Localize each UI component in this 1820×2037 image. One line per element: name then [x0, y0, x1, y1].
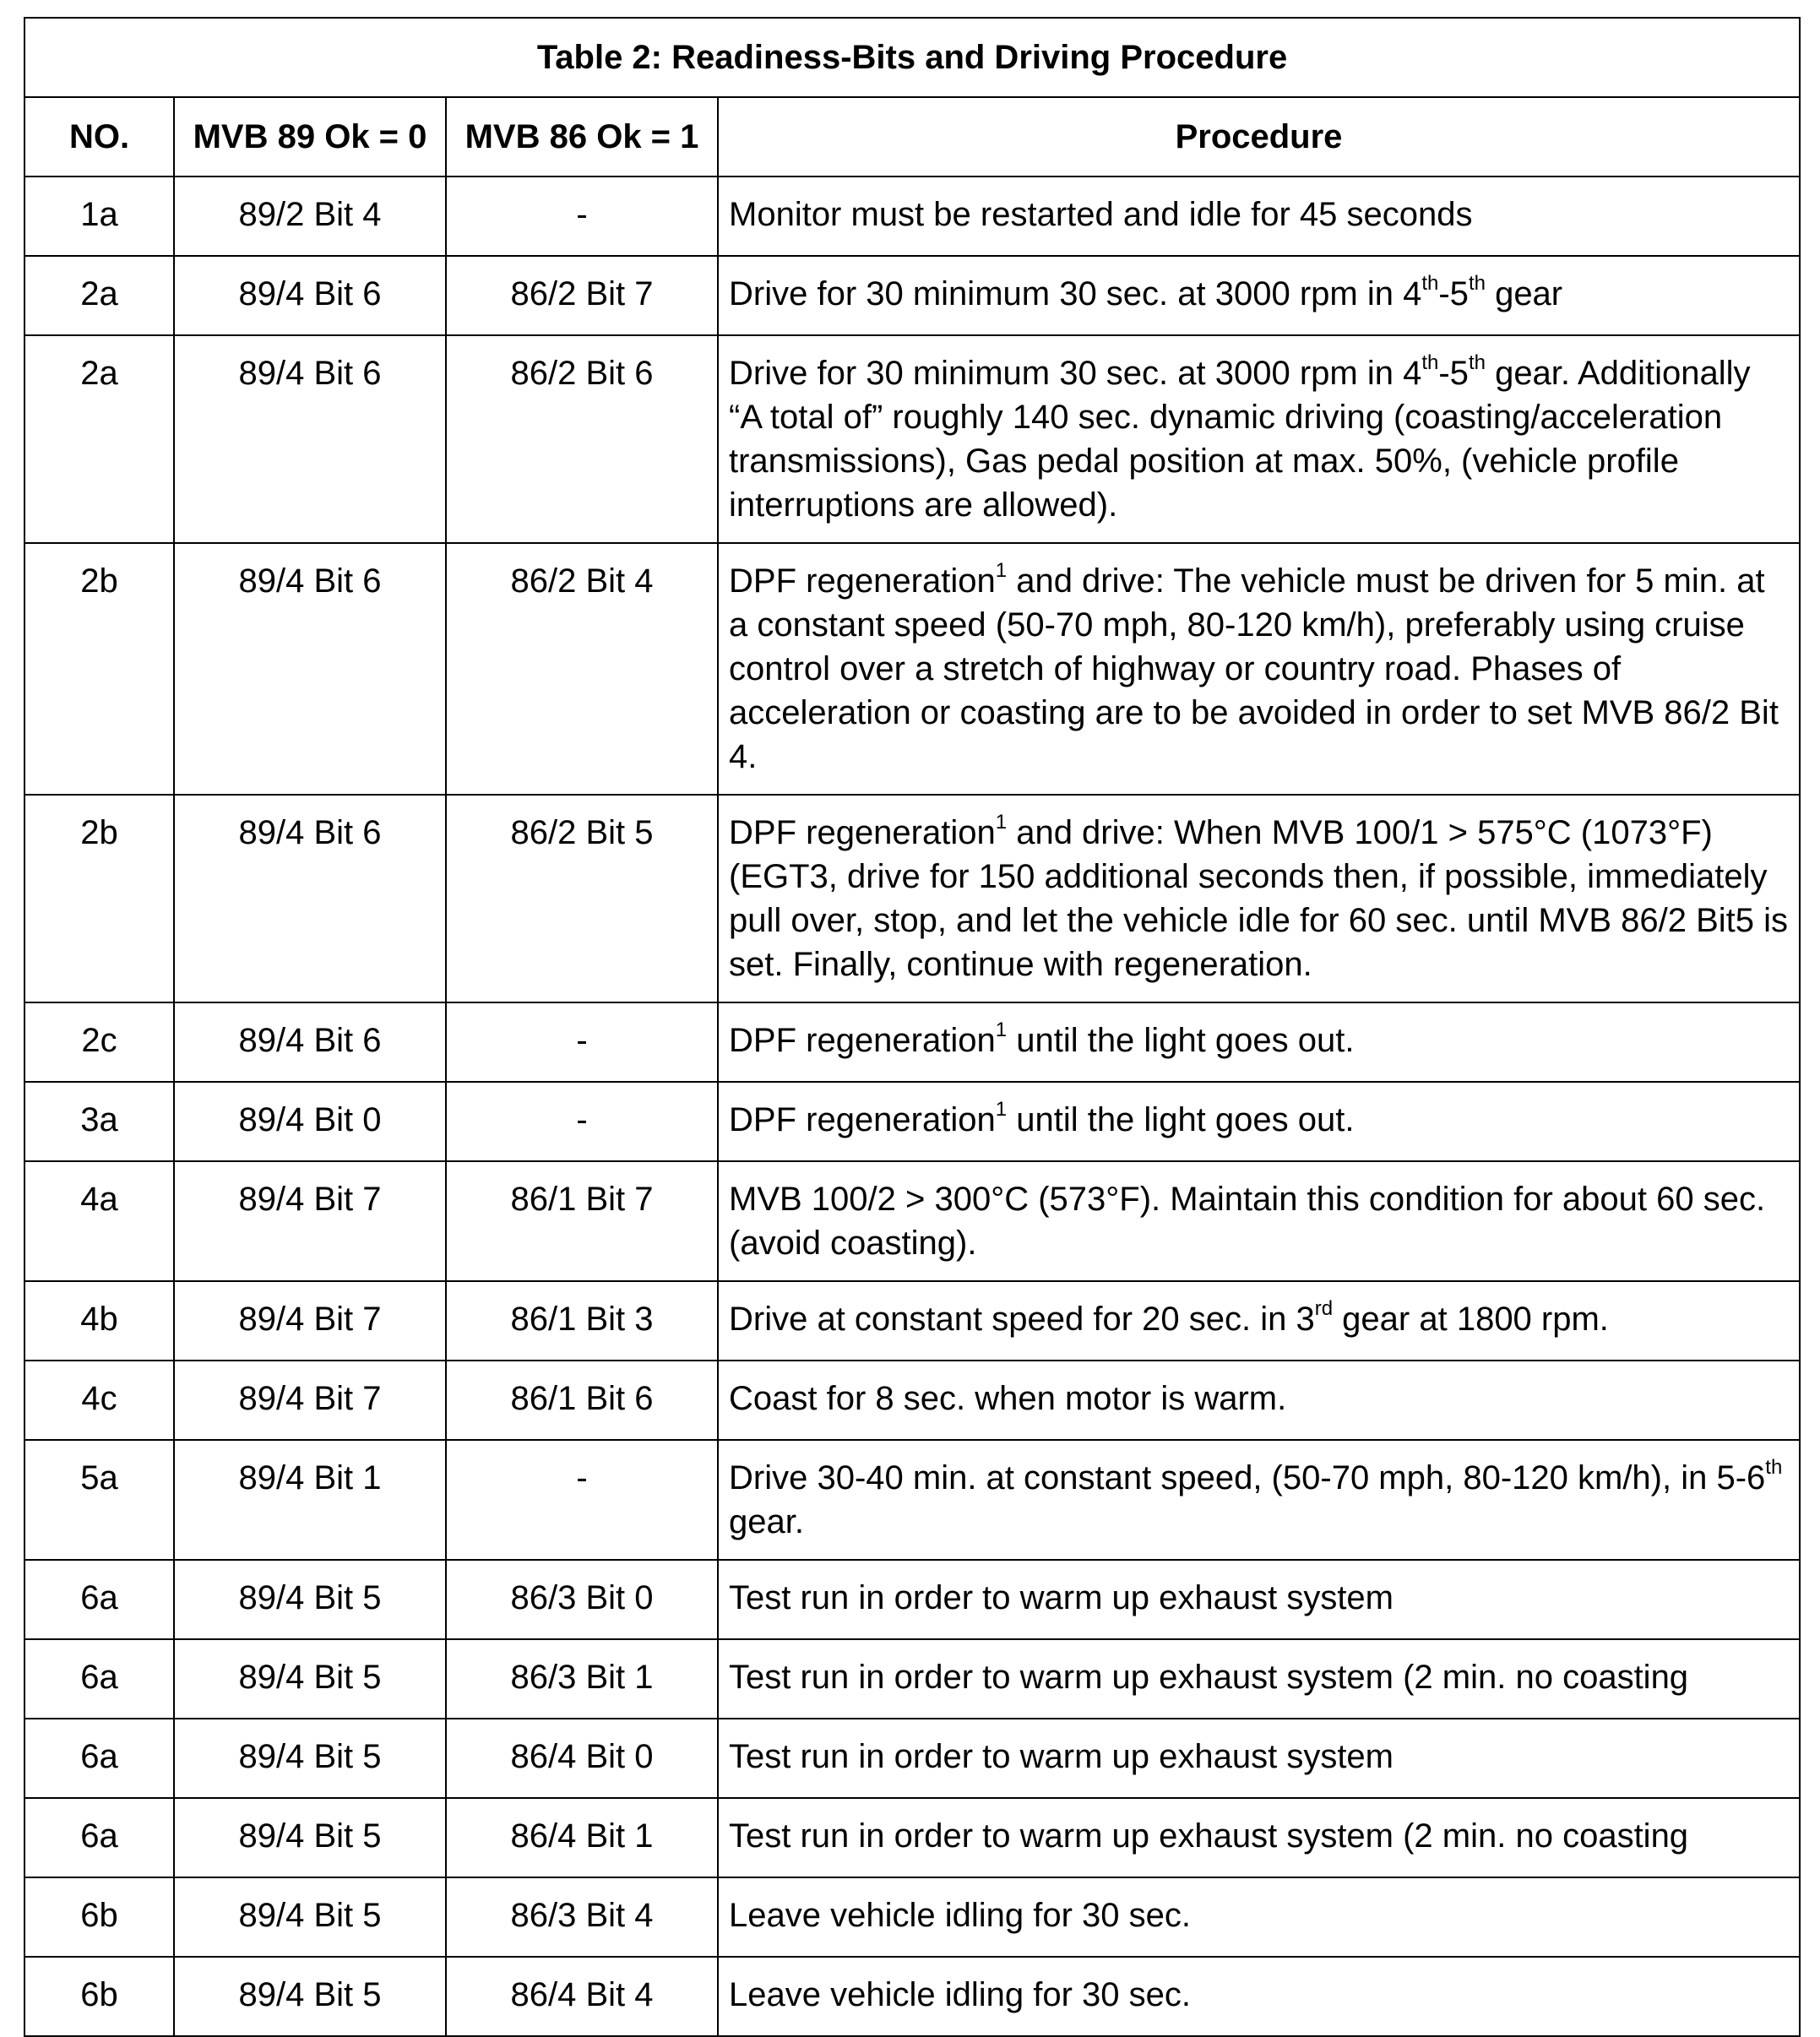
cell-no: 4c — [24, 1361, 174, 1440]
cell-mvb86: 86/2 Bit 7 — [446, 256, 718, 335]
cell-mvb89: 89/4 Bit 7 — [174, 1361, 446, 1440]
cell-mvb86: 86/1 Bit 3 — [446, 1281, 718, 1361]
cell-procedure: Test run in order to warm up exhaust system — [718, 1560, 1800, 1639]
table-row — [24, 1877, 1800, 1957]
cell-mvb89: 89/4 Bit 1 — [174, 1440, 446, 1560]
table-row — [24, 795, 1800, 1002]
table-row — [24, 543, 1800, 795]
cell-mvb89: 89/2 Bit 4 — [174, 177, 446, 256]
header-procedure: Procedure — [718, 97, 1800, 177]
cell-procedure: Drive for 30 minimum 30 sec. at 3000 rpm in 4th-5th gear — [718, 256, 1800, 335]
cell-no: 6a — [24, 1719, 174, 1798]
cell-mvb89: 89/4 Bit 5 — [174, 1877, 446, 1957]
table-row — [24, 1002, 1800, 1082]
cell-mvb86: 86/3 Bit 1 — [446, 1639, 718, 1719]
cell-procedure: Drive 30-40 min. at constant speed, (50-70 mph, 80-120 km/h), in 5-6th gear. — [718, 1440, 1800, 1560]
cell-mvb89: 89/4 Bit 5 — [174, 1798, 446, 1877]
cell-mvb86: - — [446, 1002, 718, 1082]
cell-mvb86: 86/4 Bit 4 — [446, 1957, 718, 2036]
cell-no: 5a — [24, 1440, 174, 1560]
cell-mvb86: 86/1 Bit 6 — [446, 1361, 718, 1440]
cell-procedure: Coast for 8 sec. when motor is warm. — [718, 1361, 1800, 1440]
readiness-table — [24, 17, 1801, 2037]
cell-no: 2a — [24, 335, 174, 543]
cell-mvb86: 86/4 Bit 0 — [446, 1719, 718, 1798]
cell-mvb89: 89/4 Bit 6 — [174, 543, 446, 795]
table-row — [24, 335, 1800, 543]
cell-no: 6b — [24, 1957, 174, 2036]
cell-procedure: Test run in order to warm up exhaust system (2 min. no coasting — [718, 1798, 1800, 1877]
cell-procedure: Test run in order to warm up exhaust system (2 min. no coasting — [718, 1639, 1800, 1719]
cell-mvb89: 89/4 Bit 5 — [174, 1560, 446, 1639]
table-body — [24, 177, 1800, 2036]
table-title-row — [24, 18, 1800, 97]
cell-no: 2b — [24, 543, 174, 795]
cell-mvb89: 89/4 Bit 6 — [174, 795, 446, 1002]
cell-procedure: Leave vehicle idling for 30 sec. — [718, 1957, 1800, 2036]
cell-mvb86: - — [446, 177, 718, 256]
table-row — [24, 1719, 1800, 1798]
cell-mvb89: 89/4 Bit 5 — [174, 1639, 446, 1719]
cell-mvb89: 89/4 Bit 6 — [174, 256, 446, 335]
table-row — [24, 256, 1800, 335]
cell-mvb89: 89/4 Bit 0 — [174, 1082, 446, 1161]
table-header-row — [24, 97, 1800, 177]
cell-no: 2a — [24, 256, 174, 335]
cell-mvb86: - — [446, 1440, 718, 1560]
cell-no: 1a — [24, 177, 174, 256]
cell-procedure: DPF regeneration$^1$ and drive: When MVB 100/1 > 575°C (1073°F) (EGT3, drive for 150 additional seconds then, if possible, immediately pull over, stop, and let the vehicle idle for 60 sec. until MVB 86/2 Bit5 is set. Finally, continue with regeneration. — [718, 795, 1800, 1002]
cell-mvb86: - — [446, 1082, 718, 1161]
cell-no: 6a — [24, 1560, 174, 1639]
cell-procedure: Test run in order to warm up exhaust system — [718, 1719, 1800, 1798]
cell-mvb89: 89/4 Bit 7 — [174, 1281, 446, 1361]
header-mvb86: MVB 86 Ok = 1 — [446, 97, 718, 177]
cell-procedure: Drive for 30 minimum 30 sec. at 3000 rpm in 4th-5th gear. Additionally “A total of” roughly 140 sec. dynamic driving (coasting/acceleration transmissions), Gas pedal position at max. 50%, (vehicle profile interruptions are allowed). — [718, 335, 1800, 543]
cell-procedure: Leave vehicle idling for 30 sec. — [718, 1877, 1800, 1957]
cell-mvb89: 89/4 Bit 6 — [174, 1002, 446, 1082]
table-row — [24, 1798, 1800, 1877]
cell-procedure: Monitor must be restarted and idle for 45 seconds — [718, 177, 1800, 256]
cell-mvb86: 86/2 Bit 4 — [446, 543, 718, 795]
cell-mvb86: 86/2 Bit 5 — [446, 795, 718, 1002]
cell-mvb86: 86/4 Bit 1 — [446, 1798, 718, 1877]
cell-mvb89: 89/4 Bit 7 — [174, 1161, 446, 1281]
cell-procedure: DPF regeneration$^1$ until the light goes out. — [718, 1082, 1800, 1161]
table-row — [24, 1082, 1800, 1161]
table-row — [24, 1957, 1800, 2036]
cell-procedure: Drive at constant speed for 20 sec. in 3rd gear at 1800 rpm. — [718, 1281, 1800, 1361]
cell-mvb86: 86/3 Bit 4 — [446, 1877, 718, 1957]
table-title: Table 2: Readiness-Bits and Driving Procedure — [24, 18, 1800, 97]
table-row — [24, 1161, 1800, 1281]
cell-mvb89: 89/4 Bit 6 — [174, 335, 446, 543]
cell-no: 6a — [24, 1798, 174, 1877]
cell-procedure: DPF regeneration$^1$ until the light goes out. — [718, 1002, 1800, 1082]
table-row — [24, 1639, 1800, 1719]
table-row — [24, 1281, 1800, 1361]
table-row — [24, 1361, 1800, 1440]
cell-no: 4b — [24, 1281, 174, 1361]
cell-procedure: MVB 100/2 > 300°C (573°F). Maintain this condition for about 60 sec. (avoid coasting). — [718, 1161, 1800, 1281]
cell-mvb86: 86/2 Bit 6 — [446, 335, 718, 543]
cell-no: 6b — [24, 1877, 174, 1957]
cell-no: 3a — [24, 1082, 174, 1161]
header-no: NO. — [24, 97, 174, 177]
table-row — [24, 177, 1800, 256]
cell-no: 6a — [24, 1639, 174, 1719]
table-row — [24, 1440, 1800, 1560]
cell-mvb86: 86/3 Bit 0 — [446, 1560, 718, 1639]
cell-mvb89: 89/4 Bit 5 — [174, 1719, 446, 1798]
cell-no: 2c — [24, 1002, 174, 1082]
cell-mvb89: 89/4 Bit 5 — [174, 1957, 446, 2036]
cell-mvb86: 86/1 Bit 7 — [446, 1161, 718, 1281]
cell-no: 4a — [24, 1161, 174, 1281]
cell-no: 2b — [24, 795, 174, 1002]
header-mvb89: MVB 89 Ok = 0 — [174, 97, 446, 177]
cell-procedure: DPF regeneration$^1$ and drive: The vehicle must be driven for 5 min. at a constant speed (50-70 mph, 80-120 km/h), preferably using cruise control over a stretch of highway or country road. Phases of acceleration or coasting are to be avoided in order to set MVB 86/2 Bit 4. — [718, 543, 1800, 795]
table-row — [24, 1560, 1800, 1639]
